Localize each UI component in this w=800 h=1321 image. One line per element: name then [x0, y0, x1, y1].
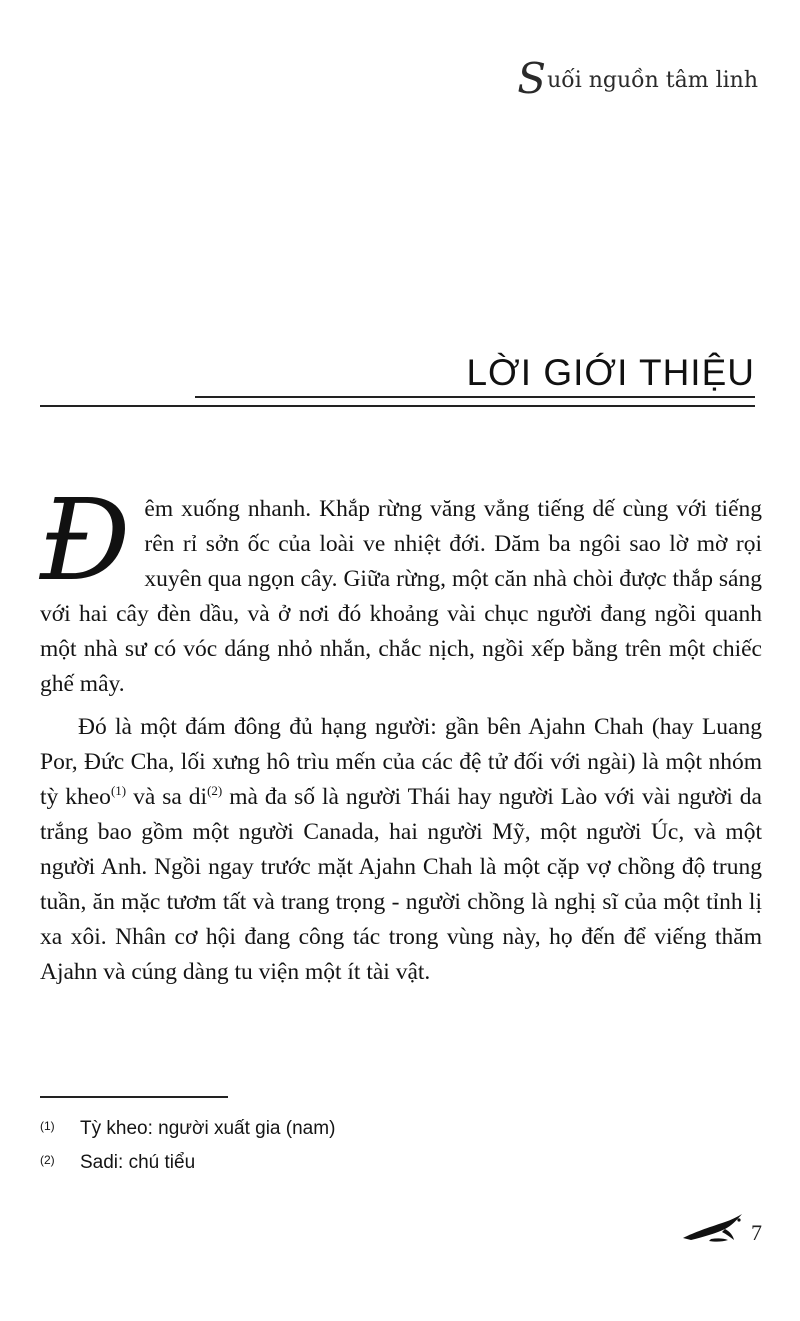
- running-header-text: uối nguồn tâm linh: [547, 68, 758, 93]
- body-text: [40, 476, 762, 990]
- paragraph-2: [40, 710, 762, 990]
- paragraph-1: [40, 476, 762, 702]
- footnote-ref-2: (2): [207, 783, 223, 799]
- footnote-rule: [40, 1096, 228, 1098]
- drop-cap: Đ: [40, 476, 131, 606]
- footnote-text: Sadi: chú tiểu: [80, 1152, 196, 1173]
- footnote-marker: (2): [40, 1153, 55, 1167]
- paragraph-2-text: mà đa số là người Thái hay người Lào với vài người da trắng bao gồm một người Canada, hai người Mỹ, một người Úc, và một người Anh. Ngồi ngay trước mặt Ajahn Chah là một cặp vợ chồng độ trung tuần, ăn mặc tươm tất và trang trọng - người chồng là nghị sĩ của một tỉnh lị xa xôi. Nhân cơ hội đang công tác trong vùng này, họ đến để viếng thăm Ajahn và cúng dàng tu viện một ít tài vật.: [40, 784, 762, 985]
- running-header-initial: S: [517, 54, 547, 103]
- paragraph-2-text: Đó là một đám đông đủ hạng người: gần bên Ajahn Chah (hay Luang Por, Đức Cha, lối xưng hô trìu mến của các đệ tử đối với ngài) là một nhóm tỳ kheo: [40, 714, 762, 810]
- title-rule-bottom: [40, 405, 755, 407]
- paragraph-2-text: và sa di: [126, 784, 208, 810]
- footnotes: [40, 1118, 740, 1186]
- running-header: [517, 54, 758, 103]
- footnote-item: [40, 1118, 740, 1140]
- flourish-icon: [681, 1212, 745, 1248]
- paragraph-1-text: êm xuống nhanh. Khắp rừng văng vẳng tiếng dế cùng với tiếng rên rỉ sởn ốc của loài ve nhiệt đới. Dăm ba ngôi sao lờ mờ rọi xuyên qua ngọn cây. Giữa rừng, một căn nhà chòi được thắp sáng với hai cây đèn dầu, và ở nơi đó khoảng vài chục người đang ngồi quanh một nhà sư có vóc dáng nhỏ nhắn, chắc nịch, ngồi xếp bằng trên một chiếc ghế mây.: [40, 496, 762, 697]
- footnote-marker: (1): [40, 1119, 55, 1133]
- footnote-ref-1: (1): [110, 783, 127, 799]
- page-footer: [681, 1212, 762, 1248]
- chapter-title: LỜI GIỚI THIỆU: [466, 352, 755, 393]
- title-rule-top: [195, 396, 755, 398]
- page-number: 7: [751, 1220, 762, 1245]
- footnote-item: [40, 1152, 740, 1174]
- footnote-text: Tỳ kheo: người xuất gia (nam): [80, 1118, 336, 1139]
